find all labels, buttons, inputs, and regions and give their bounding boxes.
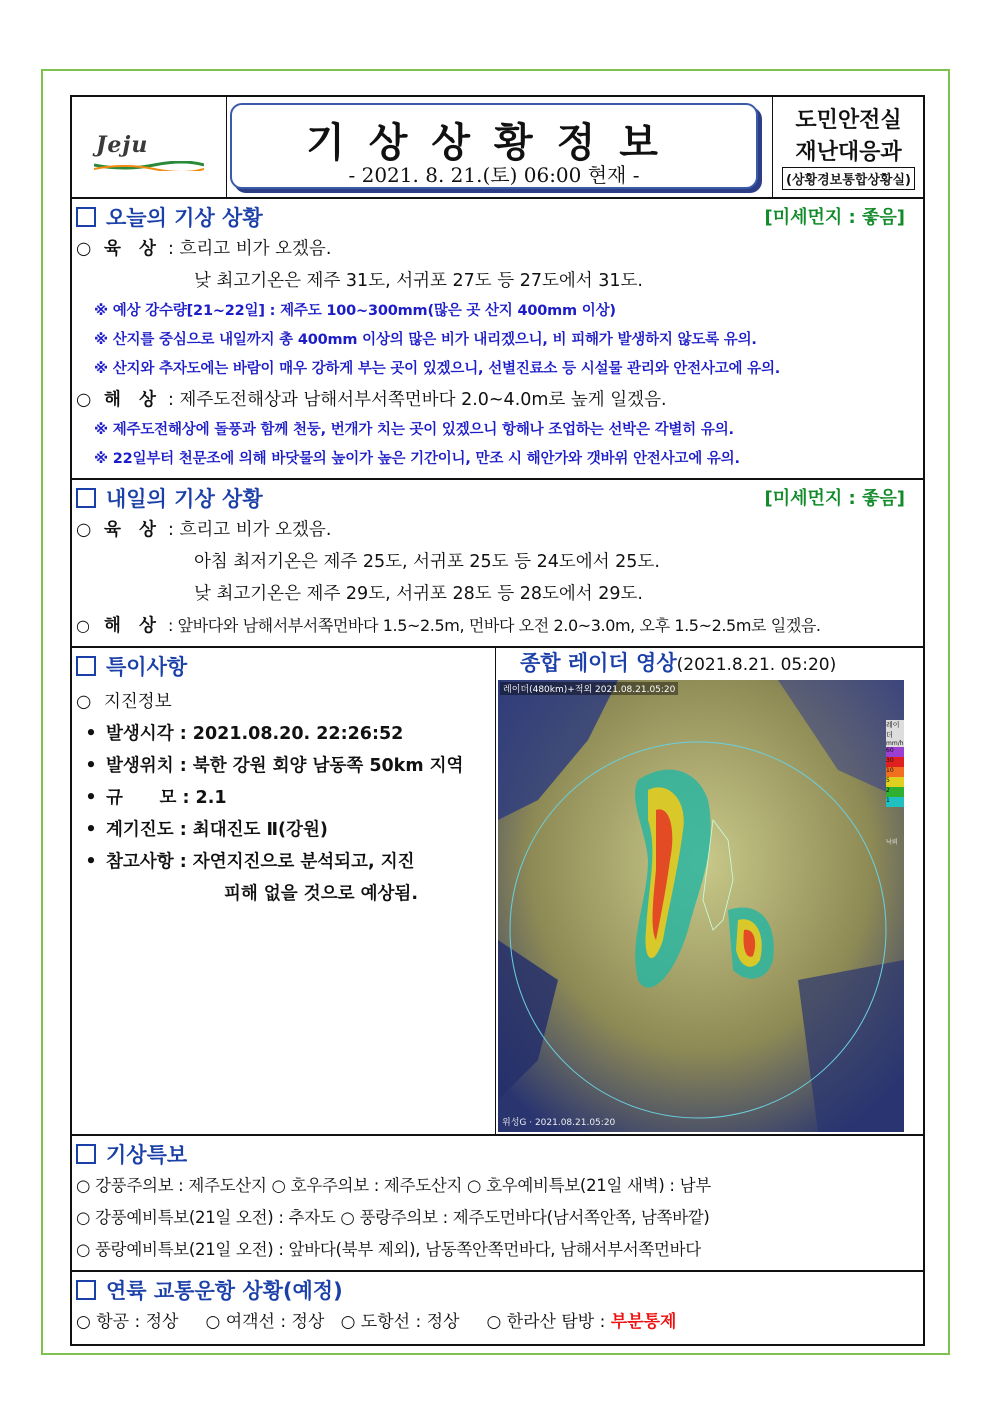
eq-value: : 자연지진으로 분석되고, 지진 xyxy=(179,852,415,872)
today-land-line2: 낮 최고기온은 제주 31도, 서귀포 27도 등 27도에서 31도. xyxy=(194,271,643,291)
checkbox-icon xyxy=(76,488,96,508)
tomorrow-land-label: 육 상 xyxy=(104,520,162,540)
tomorrow-sea-label: 해 상 xyxy=(104,616,162,636)
today-title: 오늘의 기상 상황 xyxy=(106,206,263,230)
warning-line3: ○ 풍랑예비특보(21일 오전) : 앞바다(북부 제외), 남동쪽안쪽먼바다, 남해서부서쪽먼바다 xyxy=(76,1240,701,1259)
logo-text: Jeju xyxy=(96,132,149,158)
today-sea: ○ 해 상 : 제주도전해상과 남해서부서쪽먼바다 2.0~4.0m로 높게 일겠음. xyxy=(76,384,917,416)
radar-map xyxy=(498,680,904,1132)
tomorrow-title: 내일의 기상 상황 xyxy=(106,487,263,511)
page-title: 기상상황정보 xyxy=(306,120,682,166)
legend-swatch: 5 xyxy=(886,777,904,787)
tomorrow-title-row xyxy=(76,484,917,514)
special-title: 특이사항 xyxy=(106,655,188,679)
radar-title: 종합 레이더 영상 xyxy=(520,651,677,675)
tomorrow-land-line1: : 흐리고 비가 오겠음. xyxy=(168,520,332,540)
header xyxy=(72,97,923,199)
legend-swatch: 10 xyxy=(886,767,904,777)
warning-title-row xyxy=(76,1140,917,1170)
today-section xyxy=(72,199,923,480)
radar-section xyxy=(496,648,923,1134)
hallasan-status: 부분통제 xyxy=(610,1312,677,1332)
today-dust: [미세먼지 : 좋음] xyxy=(764,207,905,228)
eq-row: • 규 모 : 2.1 xyxy=(85,788,227,808)
legend-swatch: 60 xyxy=(886,747,904,757)
eq-value: : 최대진도 Ⅱ(강원) xyxy=(179,820,328,840)
today-title-row xyxy=(76,203,917,233)
tomorrow-land: ○ 육 상 : 흐리고 비가 오겠음. xyxy=(76,514,917,546)
traffic-text: ○ 항공 : 정상 ○ 여객선 : 정상 ○ 도항선 : 정상 ○ 한라산 탐방 : xyxy=(76,1312,611,1332)
today-note1: ※ 예상 강수량[21~22일] : 제주도 100~300mm(많은 곳 산지 400mm 이상) xyxy=(94,303,616,319)
radar-legend xyxy=(886,720,904,846)
eq-key: 참고사항 xyxy=(106,852,174,872)
today-note3: ※ 산지와 추자도에는 바람이 매우 강하게 부는 곳이 있겠으니, 선별진료소 등 시설물 관리와 안전사고에 유의. xyxy=(94,361,781,377)
eq-row: • 발생시각 : 2021.08.20. 22:26:52 xyxy=(85,724,404,744)
eq-key: 발생시각 xyxy=(106,724,174,744)
eq-key: 계기진도 xyxy=(106,820,174,840)
today-sea-label: 해 상 xyxy=(104,390,162,410)
eq-title-text: 지진정보 xyxy=(104,692,172,712)
legend-swatch: 2 xyxy=(886,787,904,797)
traffic-title: 연륙 교통운항 상황(예정) xyxy=(106,1279,343,1303)
today-note5: ※ 22일부터 천문조에 의해 바닷물의 높이가 높은 기간이니, 만조 시 해안가와 갯바위 안전사고에 유의. xyxy=(94,451,740,467)
legend-unit: mm/h xyxy=(886,740,904,747)
today-note4: ※ 제주도전해상에 돌풍과 함께 천둥, 번개가 치는 곳이 있겠으니 항해나 조업하는 선박은 각별히 유의. xyxy=(94,422,734,438)
logo-wave-icon xyxy=(94,161,204,171)
radar-title-row xyxy=(496,648,923,678)
today-land-line1: : 흐리고 비가 오겠음. xyxy=(168,239,332,259)
radar-bottom-caption: 위성G · 2021.08.21.05:20 xyxy=(502,1118,616,1128)
traffic-line xyxy=(76,1306,917,1338)
department xyxy=(772,97,924,197)
today-sea-line: : 제주도전해상과 남해서부서쪽먼바다 2.0~4.0m로 높게 일겠음. xyxy=(168,390,667,410)
tomorrow-sea-line: : 앞바다와 남해서부서쪽먼바다 1.5~2.5m, 먼바다 오전 2.0~3.0m, 오후 1.5~2.5m로 일겠음. xyxy=(168,616,821,635)
eq-value: : 북한 강원 회양 남동쪽 50km 지역 xyxy=(179,756,464,776)
tomorrow-dust: [미세먼지 : 좋음] xyxy=(764,488,905,509)
dept-line1: 도민안전실 xyxy=(795,108,902,133)
tomorrow-section xyxy=(72,480,923,648)
traffic-section xyxy=(72,1272,923,1344)
eq-key: 발생위치 xyxy=(106,756,174,776)
eq-ref-cont: 피해 없을 것으로 예상됨. xyxy=(224,884,418,904)
tomorrow-sea: ○ 해 상 : 앞바다와 남해서부서쪽먼바다 1.5~2.5m, 먼바다 오전 2.0~3.0m, 오후 1.5~2.5m로 일겠음. xyxy=(76,610,917,642)
warning-title: 기상특보 xyxy=(106,1143,188,1167)
radar-caption: 레이더(480km)+적외 2021.08.21.05:20 xyxy=(500,682,678,695)
special-title-row xyxy=(76,652,489,682)
special-radar-section xyxy=(72,648,923,1136)
eq-title: ○ 지진정보 xyxy=(76,692,172,712)
warning-line1: ○ 강풍주의보 : 제주도산지 ○ 호우주의보 : 제주도산지 ○ 호우예비특보(21일 새벽) : 남부 xyxy=(76,1176,711,1195)
radar-time: (2021.8.21. 05:20) xyxy=(676,655,837,675)
eq-value: : 2021.08.20. 22:26:52 xyxy=(179,724,404,744)
checkbox-icon xyxy=(76,656,96,676)
jeju-logo xyxy=(72,97,227,197)
warning-section xyxy=(72,1136,923,1272)
traffic-title-row xyxy=(76,1276,917,1306)
dept-line2: 재난대응과 xyxy=(795,140,902,165)
eq-value: : 2.1 xyxy=(182,788,227,808)
checkbox-icon xyxy=(76,1144,96,1164)
eq-row: • 참고사항 : 자연지진으로 분석되고, 지진 xyxy=(85,852,415,872)
legend-swatch: 1 xyxy=(886,797,904,807)
legend-extra: 낙뢰 xyxy=(886,839,898,846)
radar-image xyxy=(498,680,904,1132)
today-land-label: 육 상 xyxy=(104,239,162,259)
dept-line3: (상황경보통합상황실) xyxy=(782,167,915,190)
legend-title: 레이더 xyxy=(886,720,904,740)
eq-row: • 발생위치 : 북한 강원 회양 남동쪽 50km 지역 xyxy=(85,756,464,776)
today-land: ○ 육 상 : 흐리고 비가 오겠음. xyxy=(76,233,917,265)
eq-row: • 계기진도 : 최대진도 Ⅱ(강원) xyxy=(85,820,328,840)
eq-key: 규 모 xyxy=(106,788,177,808)
checkbox-icon xyxy=(76,207,96,227)
document xyxy=(70,95,925,1346)
tomorrow-land-line3: 낮 최고기온은 제주 29도, 서귀포 28도 등 28도에서 29도. xyxy=(194,584,643,604)
special-section xyxy=(72,648,496,1134)
warning-line2: ○ 강풍예비특보(21일 오전) : 추자도 ○ 풍랑주의보 : 제주도먼바다(남서쪽안쪽, 남쪽바깥) xyxy=(76,1208,710,1227)
title-box xyxy=(230,103,758,189)
legend-swatch: 30 xyxy=(886,757,904,767)
date-subtitle: - 2021. 8. 21.(토) 06:00 현재 - xyxy=(348,163,640,187)
tomorrow-land-line2: 아침 최저기온은 제주 25도, 서귀포 25도 등 24도에서 25도. xyxy=(194,552,660,572)
today-note2: ※ 산지를 중심으로 내일까지 총 400mm 이상의 많은 비가 내리겠으니, 비 피해가 발생하지 않도록 유의. xyxy=(94,332,757,348)
checkbox-icon xyxy=(76,1280,96,1300)
